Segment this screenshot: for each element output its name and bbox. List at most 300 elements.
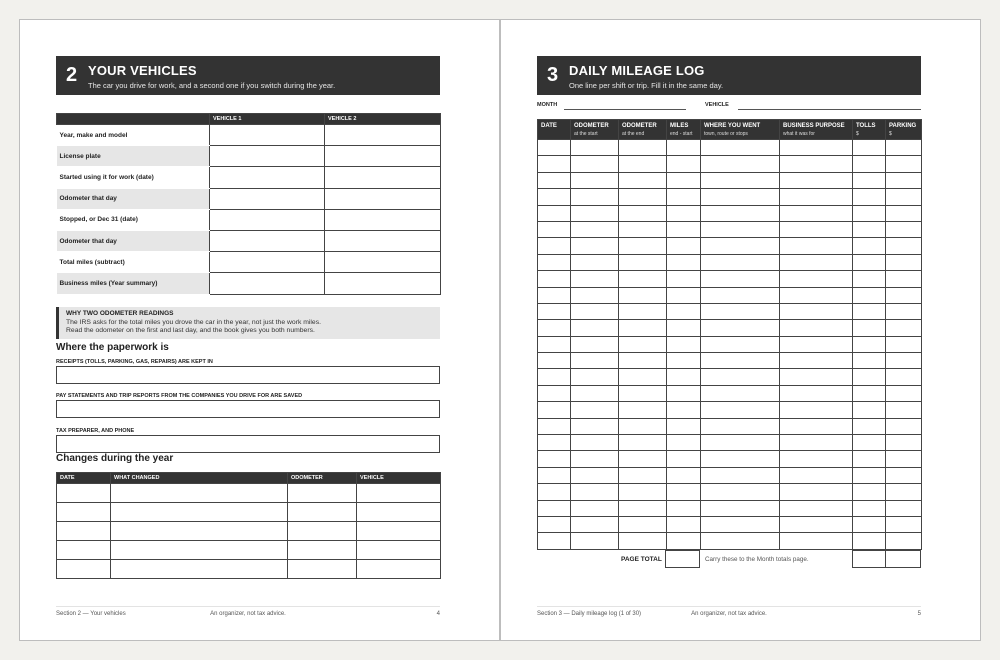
log-cell[interactable] <box>538 336 571 352</box>
log-cell[interactable] <box>667 238 701 254</box>
log-cell[interactable] <box>538 320 571 336</box>
log-cell[interactable] <box>780 418 853 434</box>
log-cell[interactable] <box>571 221 619 237</box>
log-cell[interactable] <box>667 467 701 483</box>
log-cell[interactable] <box>780 353 853 369</box>
log-cell[interactable] <box>667 140 701 156</box>
log-cell[interactable] <box>667 418 701 434</box>
log-cell[interactable] <box>701 140 780 156</box>
log-cell[interactable] <box>667 435 701 451</box>
log-cell[interactable] <box>780 254 853 270</box>
log-cell[interactable] <box>571 205 619 221</box>
log-cell[interactable] <box>667 451 701 467</box>
log-cell[interactable] <box>538 402 571 418</box>
log-cell[interactable] <box>571 271 619 287</box>
log-cell[interactable] <box>538 271 571 287</box>
log-cell[interactable] <box>780 402 853 418</box>
log-cell[interactable] <box>571 353 619 369</box>
log-cell[interactable] <box>619 271 667 287</box>
log-cell[interactable] <box>853 484 886 500</box>
log-cell[interactable] <box>571 385 619 401</box>
log-cell[interactable] <box>853 451 886 467</box>
log-cell[interactable] <box>538 484 571 500</box>
log-cell[interactable] <box>571 336 619 352</box>
total-miles-field[interactable] <box>665 550 700 568</box>
vehicle-1-cell[interactable] <box>210 273 325 294</box>
log-cell[interactable] <box>571 320 619 336</box>
vehicle-2-cell[interactable] <box>325 146 441 167</box>
log-cell[interactable] <box>886 467 922 483</box>
vehicle-1-cell[interactable] <box>210 125 325 146</box>
log-cell[interactable] <box>619 484 667 500</box>
log-cell[interactable] <box>667 205 701 221</box>
log-cell[interactable] <box>571 254 619 270</box>
vehicle-2-cell[interactable] <box>325 167 441 188</box>
log-cell[interactable] <box>853 418 886 434</box>
log-table-row <box>538 451 922 467</box>
log-cell[interactable] <box>701 500 780 516</box>
log-cell[interactable] <box>886 320 922 336</box>
log-cell[interactable] <box>886 418 922 434</box>
log-cell[interactable] <box>780 320 853 336</box>
log-col-header <box>886 120 922 140</box>
log-cell[interactable] <box>780 271 853 287</box>
log-cell[interactable] <box>886 435 922 451</box>
log-cell[interactable] <box>886 172 922 188</box>
log-cell[interactable] <box>701 221 780 237</box>
log-cell[interactable] <box>701 287 780 303</box>
log-cell[interactable] <box>886 451 922 467</box>
log-cell[interactable] <box>538 353 571 369</box>
log-cell[interactable] <box>619 221 667 237</box>
log-cell[interactable] <box>853 369 886 385</box>
vehicles-row-label: Started using it for work (date) <box>57 167 210 188</box>
page-number: 5 <box>917 611 921 617</box>
log-cell[interactable] <box>780 189 853 205</box>
log-table-row <box>538 336 922 352</box>
log-table-row <box>538 402 922 418</box>
log-cell[interactable] <box>853 500 886 516</box>
changes-cell[interactable] <box>288 522 357 541</box>
log-cell[interactable] <box>853 303 886 319</box>
log-cell[interactable] <box>701 238 780 254</box>
vehicle-2-cell[interactable] <box>325 252 441 273</box>
log-cell[interactable] <box>571 172 619 188</box>
log-cell[interactable] <box>886 336 922 352</box>
changes-heading: Changes during the year <box>56 453 174 464</box>
log-table-row <box>538 467 922 483</box>
vehicle-2-cell[interactable] <box>325 273 441 294</box>
total-parking-field[interactable] <box>885 550 921 568</box>
log-cell[interactable] <box>886 402 922 418</box>
log-cell[interactable] <box>701 156 780 172</box>
log-col-header <box>701 120 780 140</box>
log-cell[interactable] <box>853 385 886 401</box>
log-cell[interactable] <box>667 385 701 401</box>
changes-cell[interactable] <box>111 541 288 560</box>
log-cell[interactable] <box>538 156 571 172</box>
vehicle-2-cell[interactable] <box>325 188 441 209</box>
log-cell[interactable] <box>619 402 667 418</box>
changes-cell[interactable] <box>57 560 111 579</box>
log-cell[interactable] <box>886 385 922 401</box>
vehicle-2-cell[interactable] <box>325 230 441 251</box>
log-cell[interactable] <box>853 271 886 287</box>
log-cell[interactable] <box>667 254 701 270</box>
log-cell[interactable] <box>853 402 886 418</box>
log-cell[interactable] <box>701 516 780 532</box>
vehicle-1-cell[interactable] <box>210 167 325 188</box>
log-cell[interactable] <box>886 189 922 205</box>
log-cell[interactable] <box>571 287 619 303</box>
vehicle-1-cell[interactable] <box>210 252 325 273</box>
log-cell[interactable] <box>701 418 780 434</box>
log-cell[interactable] <box>538 189 571 205</box>
vehicles-table-header <box>57 114 441 125</box>
log-col-title: DATE <box>541 123 557 129</box>
log-table-row <box>538 369 922 385</box>
vehicles-table-row <box>57 167 441 188</box>
log-col-title: TOLLS <box>856 123 876 129</box>
log-cell[interactable] <box>538 467 571 483</box>
log-cell[interactable] <box>667 353 701 369</box>
log-cell[interactable] <box>538 516 571 532</box>
log-cell[interactable] <box>667 516 701 532</box>
log-cell[interactable] <box>619 254 667 270</box>
log-cell[interactable] <box>571 140 619 156</box>
log-cell[interactable] <box>619 533 667 549</box>
vehicles-table-row <box>57 146 441 167</box>
log-cell[interactable] <box>619 385 667 401</box>
log-cell[interactable] <box>701 533 780 549</box>
log-cell[interactable] <box>780 238 853 254</box>
log-cell[interactable] <box>538 221 571 237</box>
log-cell[interactable] <box>886 287 922 303</box>
log-cell[interactable] <box>853 172 886 188</box>
log-cell[interactable] <box>853 467 886 483</box>
log-cell[interactable] <box>701 353 780 369</box>
log-table-row <box>538 385 922 401</box>
log-cell[interactable] <box>571 516 619 532</box>
log-cell[interactable] <box>619 353 667 369</box>
page-number: 4 <box>436 611 440 617</box>
log-cell[interactable] <box>886 221 922 237</box>
vehicle-2-cell[interactable] <box>325 209 441 230</box>
total-tolls-field[interactable] <box>852 550 886 568</box>
changes-col-date: DATE <box>57 473 111 484</box>
log-cell[interactable] <box>701 254 780 270</box>
log-cell[interactable] <box>538 418 571 434</box>
log-cell[interactable] <box>886 500 922 516</box>
log-cell[interactable] <box>701 189 780 205</box>
log-cell[interactable] <box>619 418 667 434</box>
log-cell[interactable] <box>853 238 886 254</box>
log-cell[interactable] <box>619 303 667 319</box>
section-subtitle: One line per shift or trip. Fill it in the same day. <box>569 81 724 90</box>
log-cell[interactable] <box>538 140 571 156</box>
vehicle-1-cell[interactable] <box>210 209 325 230</box>
log-table-row <box>538 516 922 532</box>
log-cell[interactable] <box>853 254 886 270</box>
log-cell[interactable] <box>538 287 571 303</box>
log-cell[interactable] <box>780 484 853 500</box>
vehicles-row-label: Odometer that day <box>57 230 210 251</box>
log-cell[interactable] <box>538 385 571 401</box>
log-cell[interactable] <box>667 221 701 237</box>
log-cell[interactable] <box>538 172 571 188</box>
log-cell[interactable] <box>667 189 701 205</box>
log-col-header <box>780 120 853 140</box>
receipts-label: RECEIPTS (TOLLS, PARKING, GAS, REPAIRS) ARE KEPT IN <box>56 359 213 365</box>
log-cell[interactable] <box>571 500 619 516</box>
log-cell[interactable] <box>571 189 619 205</box>
changes-cell[interactable] <box>57 541 111 560</box>
callout-title: WHY TWO ODOMETER READINGS <box>66 310 174 317</box>
log-cell[interactable] <box>886 369 922 385</box>
log-cell[interactable] <box>886 353 922 369</box>
changes-cell[interactable] <box>288 541 357 560</box>
changes-cell[interactable] <box>357 522 441 541</box>
footer-right-page <box>537 606 921 620</box>
log-cell[interactable] <box>853 435 886 451</box>
log-cell[interactable] <box>701 435 780 451</box>
log-cell[interactable] <box>619 500 667 516</box>
log-cell[interactable] <box>780 287 853 303</box>
changes-cell[interactable] <box>111 503 288 522</box>
log-cell[interactable] <box>780 336 853 352</box>
tax-preparer-label: TAX PREPARER, AND PHONE <box>56 428 135 434</box>
log-cell[interactable] <box>780 467 853 483</box>
log-cell[interactable] <box>538 451 571 467</box>
page-total-row <box>537 550 921 568</box>
log-cell[interactable] <box>780 205 853 221</box>
log-cell[interactable] <box>780 303 853 319</box>
log-cell[interactable] <box>538 254 571 270</box>
log-cell[interactable] <box>780 516 853 532</box>
log-cell[interactable] <box>780 385 853 401</box>
footer-disclaimer: An organizer, not tax advice. <box>210 611 286 617</box>
log-cell[interactable] <box>667 369 701 385</box>
changes-cell[interactable] <box>111 522 288 541</box>
log-cell[interactable] <box>701 172 780 188</box>
section-title: YOUR VEHICLES <box>88 63 197 78</box>
changes-table-row <box>57 541 441 560</box>
changes-cell[interactable] <box>357 541 441 560</box>
changes-cell[interactable] <box>57 484 111 503</box>
log-cell[interactable] <box>780 369 853 385</box>
vehicle-label: VEHICLE <box>705 102 729 108</box>
log-cell[interactable] <box>571 484 619 500</box>
section-number: 3 <box>547 64 559 86</box>
log-cell[interactable] <box>853 205 886 221</box>
changes-cell[interactable] <box>357 484 441 503</box>
changes-cell[interactable] <box>111 484 288 503</box>
changes-cell[interactable] <box>357 503 441 522</box>
vehicle-1-cell[interactable] <box>210 146 325 167</box>
changes-cell[interactable] <box>357 560 441 579</box>
changes-cell[interactable] <box>288 484 357 503</box>
log-col-title: BUSINESS PURPOSE <box>783 123 845 129</box>
vehicle-1-cell[interactable] <box>210 188 325 209</box>
log-cell[interactable] <box>780 140 853 156</box>
log-col-header <box>667 120 701 140</box>
log-cell[interactable] <box>571 369 619 385</box>
pay-statements-label: PAY STATEMENTS AND TRIP REPORTS FROM THE COMPANIES YOU DRIVE FOR ARE SAVED <box>56 393 303 399</box>
footer-section: Section 2 — Your vehicles <box>56 611 126 617</box>
log-cell[interactable] <box>886 205 922 221</box>
month-vehicle-row <box>537 102 921 112</box>
log-cell[interactable] <box>701 320 780 336</box>
log-cell[interactable] <box>619 140 667 156</box>
changes-col-vehicle: VEHICLE <box>357 473 441 484</box>
changes-cell[interactable] <box>288 503 357 522</box>
log-cell[interactable] <box>780 533 853 549</box>
log-cell[interactable] <box>619 205 667 221</box>
log-cell[interactable] <box>780 435 853 451</box>
log-cell[interactable] <box>853 140 886 156</box>
log-cell[interactable] <box>701 271 780 287</box>
log-cell[interactable] <box>886 156 922 172</box>
vehicle-2-cell[interactable] <box>325 125 441 146</box>
tax-preparer-field[interactable] <box>56 435 440 453</box>
log-cell[interactable] <box>571 156 619 172</box>
log-cell[interactable] <box>619 516 667 532</box>
log-cell[interactable] <box>571 467 619 483</box>
log-table-row <box>538 156 922 172</box>
log-cell[interactable] <box>853 287 886 303</box>
changes-cell[interactable] <box>111 560 288 579</box>
log-cell[interactable] <box>853 533 886 549</box>
log-cell[interactable] <box>538 533 571 549</box>
log-cell[interactable] <box>853 353 886 369</box>
log-cell[interactable] <box>538 205 571 221</box>
log-cell[interactable] <box>619 369 667 385</box>
log-cell[interactable] <box>538 303 571 319</box>
log-cell[interactable] <box>619 467 667 483</box>
log-cell[interactable] <box>667 533 701 549</box>
log-cell[interactable] <box>853 221 886 237</box>
changes-table <box>56 472 441 579</box>
log-cell[interactable] <box>667 303 701 319</box>
vehicles-row-label: Year, make and model <box>57 125 210 146</box>
log-cell[interactable] <box>571 533 619 549</box>
changes-table-row <box>57 560 441 579</box>
log-cell[interactable] <box>619 238 667 254</box>
log-cell[interactable] <box>538 435 571 451</box>
log-cell[interactable] <box>886 254 922 270</box>
log-cell[interactable] <box>701 369 780 385</box>
log-cell[interactable] <box>886 303 922 319</box>
log-cell[interactable] <box>701 303 780 319</box>
log-cell[interactable] <box>886 140 922 156</box>
page-total-note: Carry these to the Month totals page. <box>705 556 809 563</box>
log-cell[interactable] <box>701 385 780 401</box>
log-cell[interactable] <box>619 189 667 205</box>
log-cell[interactable] <box>667 484 701 500</box>
log-cell[interactable] <box>571 303 619 319</box>
log-cell[interactable] <box>538 238 571 254</box>
log-cell[interactable] <box>571 238 619 254</box>
log-cell[interactable] <box>667 172 701 188</box>
log-cell[interactable] <box>853 516 886 532</box>
log-cell[interactable] <box>886 484 922 500</box>
log-cell[interactable] <box>571 435 619 451</box>
log-cell[interactable] <box>853 320 886 336</box>
log-cell[interactable] <box>667 402 701 418</box>
log-cell[interactable] <box>619 287 667 303</box>
log-cell[interactable] <box>667 336 701 352</box>
log-cell[interactable] <box>853 189 886 205</box>
log-cell[interactable] <box>667 500 701 516</box>
log-cell[interactable] <box>886 533 922 549</box>
vehicles-row-label: License plate <box>57 146 210 167</box>
vehicles-row-label: Stopped, or Dec 31 (date) <box>57 209 210 230</box>
log-cell[interactable] <box>701 484 780 500</box>
log-cell[interactable] <box>780 451 853 467</box>
log-cell[interactable] <box>667 271 701 287</box>
log-cell[interactable] <box>619 156 667 172</box>
log-cell[interactable] <box>780 156 853 172</box>
log-table-row <box>538 238 922 254</box>
vehicle-field[interactable] <box>738 109 921 110</box>
log-cell[interactable] <box>619 435 667 451</box>
log-cell[interactable] <box>780 500 853 516</box>
log-cell[interactable] <box>667 320 701 336</box>
log-table-row <box>538 353 922 369</box>
log-cell[interactable] <box>886 271 922 287</box>
month-field[interactable] <box>564 109 686 110</box>
changes-cell[interactable] <box>57 503 111 522</box>
log-cell[interactable] <box>619 336 667 352</box>
log-cell[interactable] <box>571 451 619 467</box>
log-cell[interactable] <box>667 287 701 303</box>
changes-cell[interactable] <box>57 522 111 541</box>
log-cell[interactable] <box>886 238 922 254</box>
vehicle-1-cell[interactable] <box>210 230 325 251</box>
changes-table-row <box>57 522 441 541</box>
log-cell[interactable] <box>701 205 780 221</box>
log-cell[interactable] <box>701 336 780 352</box>
log-cell[interactable] <box>619 451 667 467</box>
log-col-title: PARKING <box>889 123 917 129</box>
log-cell[interactable] <box>619 172 667 188</box>
section-number: 2 <box>66 64 78 86</box>
changes-col-odometer: ODOMETER <box>288 473 357 484</box>
log-cell[interactable] <box>701 451 780 467</box>
vehicles-col-vehicle-1: VEHICLE 1 <box>210 114 325 125</box>
log-col-subtitle: at the end <box>622 131 645 137</box>
log-cell[interactable] <box>667 156 701 172</box>
log-cell[interactable] <box>538 500 571 516</box>
log-cell[interactable] <box>853 336 886 352</box>
pay-statements-field[interactable] <box>56 400 440 418</box>
log-cell[interactable] <box>538 369 571 385</box>
section-header-mileage <box>537 56 921 95</box>
vehicles-table-row <box>57 252 441 273</box>
log-cell[interactable] <box>701 402 780 418</box>
log-cell[interactable] <box>780 172 853 188</box>
log-cell[interactable] <box>701 467 780 483</box>
log-cell[interactable] <box>571 402 619 418</box>
log-cell[interactable] <box>853 156 886 172</box>
log-col-subtitle: at the start <box>574 131 598 137</box>
receipts-field[interactable] <box>56 366 440 384</box>
log-cell[interactable] <box>886 516 922 532</box>
changes-cell[interactable] <box>288 560 357 579</box>
log-cell[interactable] <box>571 418 619 434</box>
log-cell[interactable] <box>619 320 667 336</box>
log-cell[interactable] <box>780 221 853 237</box>
